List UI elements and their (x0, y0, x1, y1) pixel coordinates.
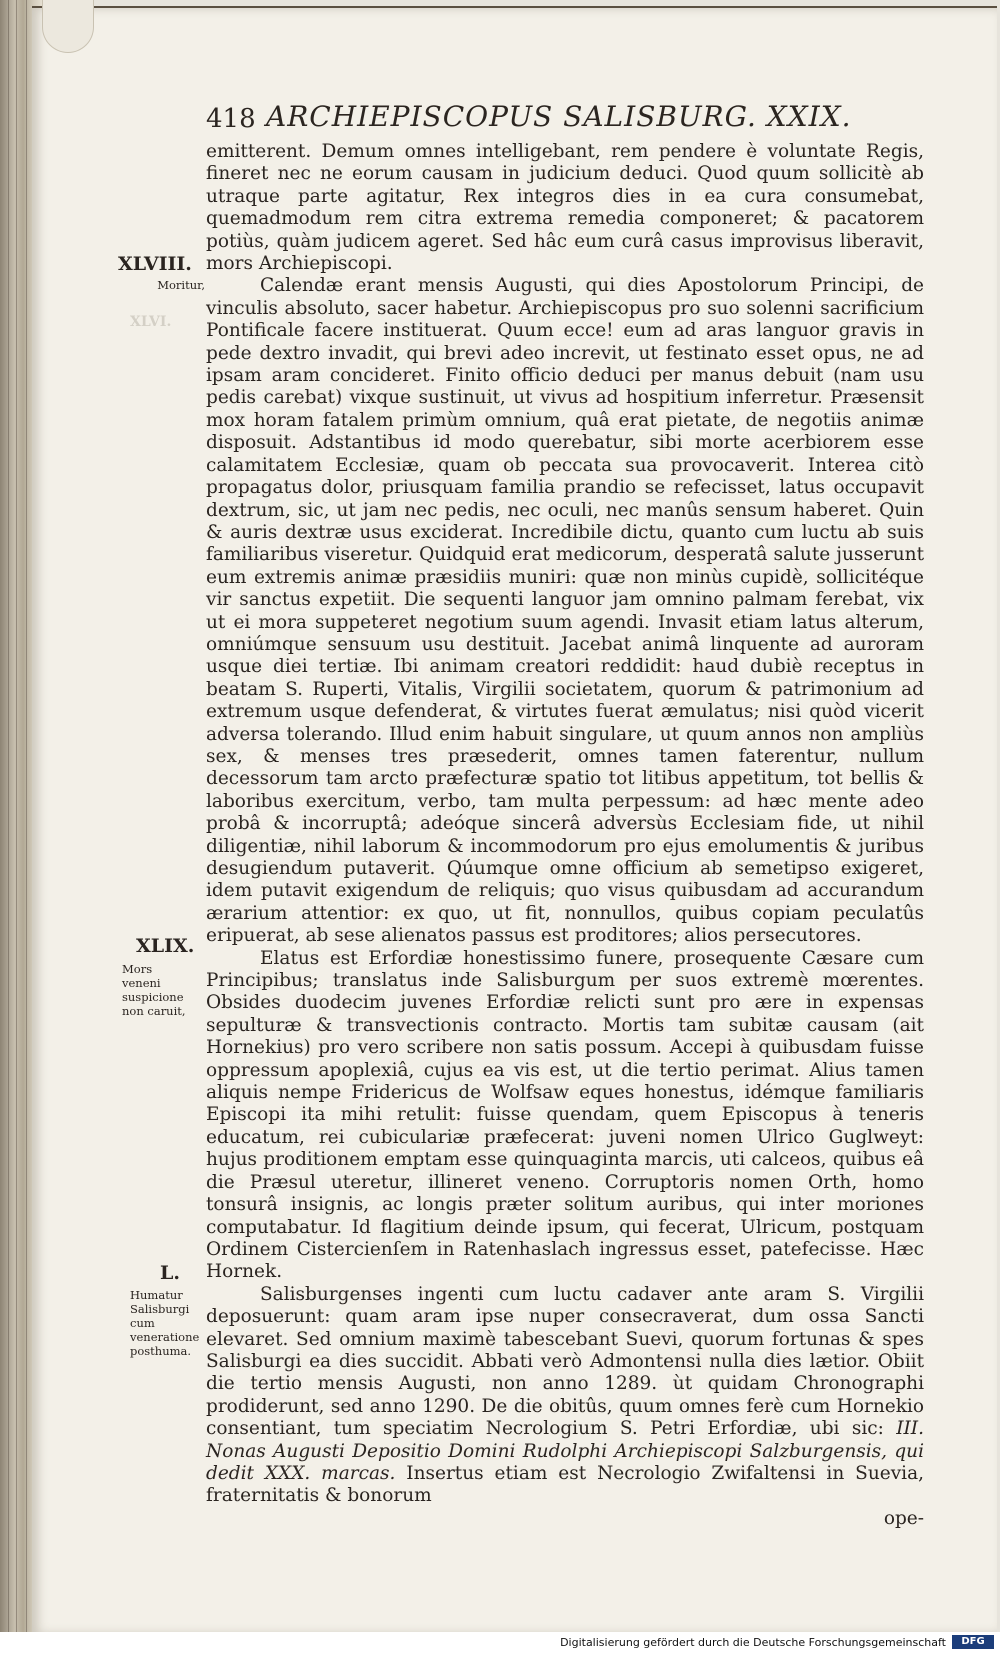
necrology-quote: III. Nonas Augusti Depositio Domini Rudolphi Archiepiscopi Salzburgensis, qui dedit XXX. marcas. (206, 1418, 924, 1484)
page-number: 418 (206, 104, 256, 134)
binding-edge (26, 0, 27, 1632)
section-number-xlix: XLIX. (136, 935, 195, 957)
margin-note-xlix: Mors veneni suspicione non caruit, (122, 962, 186, 1018)
dfg-logo: DFG (952, 1635, 994, 1649)
binding-edge (16, 0, 17, 1632)
paragraph-l-text-end: Insertus etiam est Necrologio Zwifaltensi in Suevia, fraternitatis & bonorum (206, 1462, 924, 1507)
binding-edge (8, 0, 9, 1632)
funding-credit: Digitalisierung gefördert durch die Deutsche Forschungsgemeinschaft (560, 1636, 946, 1649)
body-text (206, 141, 924, 1530)
margin-note-l: Humatur Salisburgi cum veneratione posthuma. (130, 1288, 200, 1358)
paragraph-l (206, 1284, 924, 1508)
catchword: ope- (883, 1507, 924, 1529)
paragraph-continuation: emitterent. Demum omnes intelligebant, rem pendere è voluntate Regis, fineret nec ne eorum causam in judicium deduci. Quod quum sollicitè ab utraque parte agitatur, Rex integros dies in ea cura consumebat, quemadmodum rem citra extrema remedia componeret; & pacatorem potiùs, quàm judicem ageret. Sed hâc eum curâ casus improvisus liberavit, mors Archiepiscopi. (206, 141, 924, 275)
margin-note-xlviii: Moritur, (157, 278, 205, 292)
footer-bar (0, 1632, 1000, 1654)
page-tab-mark (42, 0, 94, 53)
paragraph-xlix: Elatus est Erfordiæ honestissimo funere, prosequente Cæsare cum Principibus; translatus inde Salisburgum per suos extremè mœrentes. Obsides duodecim juvenes Erfordiæ relicti sunt pro ære in expensas sepulturæ & transvectionis contracto. Mortis tam subitæ causam (ait Hornekius) pro vero scribere non satis possum. Accepi à quibusdam fuisse oppressum apoplexiâ, cujus ea vis est, ut die tertio perimat. Alius tamen aliquis nempe Fridericus de Wolfsaw eques honestus, idémque familiaris Episcopi ita mihi retulit: fuisse quendam, quem Episcopus à teneris educatum, rei cubiculariæ præfecerat: juveni nomen Ulrico Guglweyt: hujus proditionem emptam esse quinquaginta marcis, uti calceos, quibus eâ die Præsul uteretur, illineret veneno. Corruptoris nomen Orth, homo tonsurâ insignis, ac longis præter solitum auribus, qui inter moriones computabatur. Id flagitium deinde ipsum, qui fecerat, Ulricum, postquam Ordinem Cistercienſem in Ratenhaslach ingressus esset, patefecisse. Hæc Hornek. (206, 947, 924, 1283)
page-header (206, 100, 926, 140)
paragraph-xlviii: Calendæ erant mensis Augusti, qui dies Apostolorum Principi, de vinculis absoluto, sacer habetur. Archiepiscopus pro suo solenni sacrificium Pontificale facere instituerat. Quum ecce! eum ad aras languor gravis in pede dextro invadit, qui brevi adeo increvit, ut festinato esset opus, ne ad ipsam aram concideret. Finito officio deduci per manus debuit (nam usu pedis carebat) vixque sustinuit, ut vivus ad hospitium inferretur. Præsensit mox horam fatalem primùm omnium, quâ erat pietate, de negotiis animæ disposuit. Adstantibus id modo querebatur, sibi morte acerbiorem esse calamitatem Ecclesiæ, quam ob peccata sua provocaverit. Interea citò propagatus dolor, priusquam familia prandio se refecisset, latus occupavit dextrum, sic, ut jam nec pedis, nec oculi, nec manûs sensum haberet. Quin & auris dextræ usus exciderat. Incredibile dictu, quanto cum luctu ab suis familiaribus viseretur. Quidquid erat medicorum, desperatâ salute jusserunt eum extremis animæ præsidiis muniri: quæ non minùs cupidè, sollicitéque vir sanctus expetiit. Die sequenti languor jam omnino palmam ferebat, vix ut ei mora suppeteret negotium suum agendi. Invasit etiam latus alterum, omniúmque sensuum usu destituit. Jacebat animâ linquente ad auroram usque diei tertiæ. Ibi animam creatori reddidit: haud dubiè receptus in beatam S. Ruperti, Vitalis, Virgilii societatem, quorum & patrimonium ad extremum usque defenderat, & virtutes fuerat æmulatus; nisi quòd vicerit adversa tolerando. Illud enim habuit singulare, ut quum annos non ampliùs sex, & menses tres præsederit, omnes tamen faterentur, nullum decessorum tam arcto præfecturæ spatio tot litibus appetitum, tot bellis & laboribus exercitum, verbo, tam multa perpessum: ad hæc mente adeo probâ & incorruptâ; adeóque sincerâ adversùs Ecclesiam fide, ut nihil diligentiæ, nihil laborum & incommodorum pro ejus emolumentis & juribus desugiendum putaverit. Qúumque omne officium ab semetipso exigeret, idem putavit exigendum de reliquis; quo visus quibusdam ad accurandum ærarium attentior: ex quo, ut fit, nonnullos, quibus copiam peculatûs eripuerat, ab sese alienatos passus est proditores; alios persecutores. (206, 275, 924, 947)
running-title: ARCHIEPISCOPUS SALISBURG. XXIX. (266, 100, 852, 133)
paragraph-l-text: Salisburgenses ingenti cum luctu cadaver ante aram S. Virgilii deposuerunt: quam aram ipse nuper consecraverat, dum ossa Sancti elevaret. Sed omnium maximè tabescebant Suevi, quorum fortunas & spes Salisburgi ea dies succidit. Abbati verò Admontensi nulla dies lætior. Obiit die tertio mensis Augusti, non anno 1289. ùt quidam Chronographi prodiderunt, sed anno 1290. De die obitûs, quum omnes ferè cum Hornekio consentiant, tum speciatim Necrologium S. Petri Erfordiæ, ubi sic: (206, 1283, 924, 1440)
section-number-l: L. (160, 1262, 180, 1284)
section-number-xlviii: XLVIII. (118, 253, 192, 275)
bleed-through-mark: XLVI. (130, 314, 172, 330)
